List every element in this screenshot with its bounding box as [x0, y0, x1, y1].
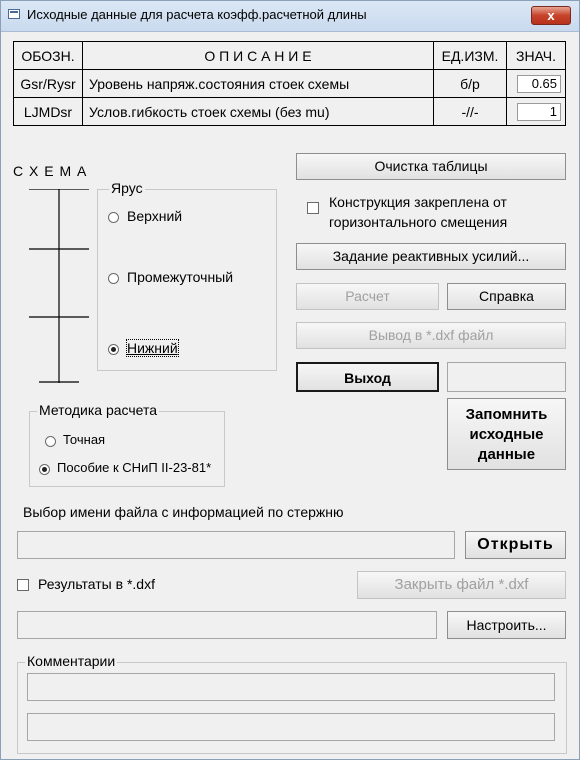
- header-value: ЗНАЧ.: [507, 42, 566, 70]
- remember-data-button[interactable]: Запомнить исходные данные: [447, 398, 566, 470]
- export-dxf-button[interactable]: Вывод в *.dxf файл: [296, 322, 566, 349]
- comments-group-legend: Комментарии: [27, 653, 116, 669]
- open-button[interactable]: Открыть: [465, 531, 566, 559]
- reactive-forces-button[interactable]: Задание реактивных усилий...: [296, 243, 566, 270]
- close-dxf-button[interactable]: Закрыть файл *.dxf: [357, 571, 566, 599]
- row-value-cell: [507, 70, 566, 98]
- fixed-horizontal-label-line1: Конструкция закреплена от: [329, 194, 507, 210]
- tier-group-legend: Ярус: [111, 180, 143, 196]
- dxf-path-field[interactable]: [17, 611, 437, 639]
- value-input[interactable]: 1: [517, 103, 561, 121]
- value-input[interactable]: 0.65: [517, 75, 561, 93]
- input-table: [13, 41, 566, 126]
- window-title: Исходные данные для расчета коэфф.расчетной длины: [27, 7, 367, 22]
- fixed-horizontal-label-line2: горизонтального смещения: [329, 214, 508, 230]
- close-icon: x: [547, 8, 555, 23]
- status-field: [447, 362, 566, 392]
- tier-upper-radio[interactable]: [108, 212, 119, 223]
- row-unit: -//-: [434, 98, 507, 126]
- schema-title: С Х Е М А: [13, 163, 88, 179]
- comment-line1-input[interactable]: [27, 673, 555, 701]
- dxf-results-label[interactable]: Результаты в *.dxf: [38, 576, 155, 592]
- fixed-horizontal-label[interactable]: [329, 192, 507, 232]
- tier-lower-label[interactable]: Нижний: [127, 340, 178, 356]
- comment-line2-input[interactable]: [27, 713, 555, 741]
- row-description: Уровень напряж.состояния стоек схемы: [83, 70, 434, 98]
- calculate-button[interactable]: Расчет: [296, 283, 439, 310]
- fixed-horizontal-checkbox[interactable]: [307, 202, 319, 214]
- schema-diagram: [29, 189, 89, 385]
- help-button[interactable]: Справка: [447, 283, 566, 310]
- method-group: [29, 411, 225, 487]
- method-exact-radio[interactable]: [45, 436, 56, 447]
- header-unit: ЕД.ИЗМ.: [434, 42, 507, 70]
- method-snip-radio[interactable]: [39, 464, 50, 475]
- file-path-input[interactable]: [17, 531, 455, 559]
- row-unit: б/р: [434, 70, 507, 98]
- tier-middle-label[interactable]: Промежуточный: [127, 269, 234, 285]
- title-bar[interactable]: [1, 1, 579, 32]
- configure-button[interactable]: Настроить...: [447, 611, 566, 639]
- clear-table-button[interactable]: Очистка таблицы: [296, 153, 566, 180]
- tier-upper-label[interactable]: Верхний: [127, 208, 183, 224]
- row-description: Услов.гибкость стоек схемы (без mu): [83, 98, 434, 126]
- row-code: Gsr/Rysr: [14, 70, 83, 98]
- tier-lower-radio[interactable]: [108, 344, 119, 355]
- method-exact-label[interactable]: Точная: [63, 432, 106, 447]
- window-icon: [8, 9, 20, 19]
- table-row: [14, 70, 566, 98]
- file-select-label: Выбор имени файла с информацией по стержню: [23, 504, 344, 520]
- tier-middle-radio[interactable]: [108, 273, 119, 284]
- row-value-cell: [507, 98, 566, 126]
- header-code: ОБОЗН.: [14, 42, 83, 70]
- close-button[interactable]: [531, 6, 571, 25]
- exit-button[interactable]: Выход: [296, 362, 439, 392]
- table-header-row: [14, 42, 566, 70]
- dxf-results-checkbox[interactable]: [17, 579, 29, 591]
- method-snip-label[interactable]: Пособие к СНиП II-23-81*: [57, 460, 212, 475]
- table-row: [14, 98, 566, 126]
- row-code: LJMDsr: [14, 98, 83, 126]
- method-group-legend: Методика расчета: [39, 402, 158, 418]
- header-description: О П И С А Н И Е: [83, 42, 434, 70]
